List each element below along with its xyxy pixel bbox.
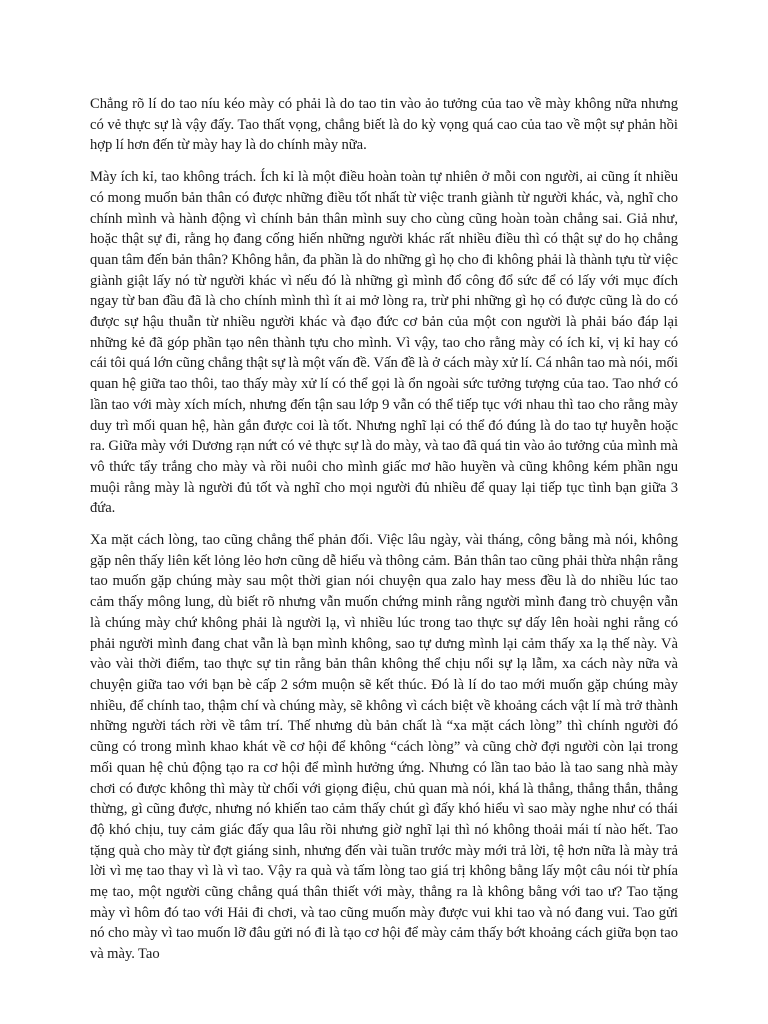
document-body: [90, 94, 678, 976]
paragraph-2: Mày ích kỉ, tao không trách. Ích kỉ là một điều hoàn toàn tự nhiên ở mỗi con người, ai cũng ít nhiều có mong muốn bản thân có được những điều tốt nhất từ việc tranh giành từ người khác, và, nghĩ cho chính mình và hành động vì chính bản thân mình suy cho cùng cũng hoàn toàn chẳng sai. Giả như, hoặc thật sự đi, rằng họ đang cống hiến những người khác rất nhiều điều thì có thật sự do họ chẳng quan tâm đến bản thân? Không hẳn, đa phần là do những gì họ cho đi không phải là thành tựu từ việc giành giật lấy nó từ người khác vì nếu đó là những gì mình đổ công đổ sức để có lấy với mục đích ngay từ ban đầu đã là cho chính mình thì ít ai mở lòng ra, trừ phi những gì họ có được cũng là do có được sự hậu thuẫn từ nhiều người khác và đạo đức cơ bản của một con người là phải báo đáp lại những kẻ đã góp phần tạo nên thành tựu cho mình. Vì vậy, tao cho rằng mày có ích kỉ, vị kỉ hay có cái tôi quá lớn cũng chẳng thật sự là một vấn đề. Vấn đề là ở cách mày xử lí. Cá nhân tao mà nói, mối quan hệ giữa tao thôi, tao thấy mày xử lí có thể gọi là ổn ngoài sức tưởng tượng của tao. Tao nhớ có lần tao với mày xích mích, nhưng đến tận sau lớp 9 vẫn có thể tiếp tục với nhau thì tao cho rằng mày duy trì mối quan hệ, hàn gắn được coi là tốt. Nhưng nghĩ lại có thể đó đúng là do tao tự huyễn hoặc ra. Giữa mày với Dương rạn nứt có vẻ thực sự là do mày, và tao đã quá tin vào ảo tưởng của mình mà vô thức tẩy trắng cho mày và rồi nuôi cho mình giấc mơ hão huyền và cũng không kém phần ngu muội rằng mày là người đủ tốt và nghĩ cho mọi người đủ nhiều để quay lại tiếp tục tình bạn giữa 3 đứa.: [90, 169, 678, 517]
paragraph-1: Chẳng rõ lí do tao níu kéo mày có phải là do tao tin vào ảo tưởng của tao về mày không nữa nhưng có vẻ thực sự là vậy đấy. Tao thất vọng, chẳng biết là do kỳ vọng quá cao của tao về một sự phản hồi hợp lí hơn đến từ mày hay là do chính mày nữa.: [90, 96, 678, 154]
paragraph-3: Xa mặt cách lòng, tao cũng chẳng thể phản đối. Việc lâu ngày, vài tháng, công bằng mà nói, không gặp nên thấy liên kết lỏng lẻo hơn cũng dễ hiểu và thông cảm. Bản thân tao cũng phải thừa nhận rằng tao muốn gặp chúng mày sau một thời gian nói chuyện qua zalo hay mess đều là do nhiều lúc tao cảm thấy mông lung, dù biết rõ nhưng vẫn muốn chứng minh rằng người mình đang trò chuyện vẫn là chúng mày chứ không phải là người lạ, vì nhiều lúc trong tao thực sự dấy lên hoài nghi rằng có phải người mình đang chat vẫn là bạn mình không, sao tự dưng mình lại cảm thấy xa lạ thế này. Và vào vài thời điểm, tao thực sự tin rằng bản thân không thể chịu nổi sự lạ lẫm, xa cách này nữa và chuyện giữa tao với bạn bè cấp 2 sớm muộn sẽ kết thúc. Đó là lí do tao mới muốn gặp chúng mày nhiều, để chính tao, thậm chí và chúng mày, sẽ không vì cách biệt về khoảng cách vật lí mà trở thành những người tách rời về tâm trí. Thế nhưng dù bản chất là “xa mặt cách lòng” thì chính người đó cũng có trong mình khao khát về cơ hội để không “cách lòng” và cũng chờ đợi người còn lại trong mối quan hệ chủ động tạo ra cơ hội để mình hưởng ứng. Nhưng có lần tao bảo là tao sang nhà mày chơi có được không thì mày từ chối với giọng điệu, chủ quan mà nói, khá là thẳng, thẳng thắn, thẳng thừng, gì cũng được, nhưng nó khiến tao cảm thấy chút gì đấy khó hiểu vì sao mày nghe như có thái độ khó chịu, tuy cảm giác đấy qua lâu rồi nhưng giờ nghĩ lại thì nó không thoải mái tí nào hết. Tao tặng quà cho mày từ đợt giáng sinh, nhưng đến vài tuần trước mày mới trả lời, tệ hơn nữa là mày trả lời vì mẹ tao thay vì là vì tao. Vậy ra quà và tấm lòng tao giá trị không bằng lấy một câu nói từ phía mẹ tao, một người cũng chẳng quá thân thiết với mày, thẳng ra là không bằng với tao ư? Tao tặng mày vì hôm đó tao với Hải đi chơi, và tao cũng muốn mày được vui khi tao và nó đang vui. Tao gửi nó cho mày vì tao muốn lỡ đâu gửi nó đi là tạo cơ hội để mày cảm thấy bớt khoảng cách giữa bọn tao và mày. Tao: [90, 532, 678, 963]
